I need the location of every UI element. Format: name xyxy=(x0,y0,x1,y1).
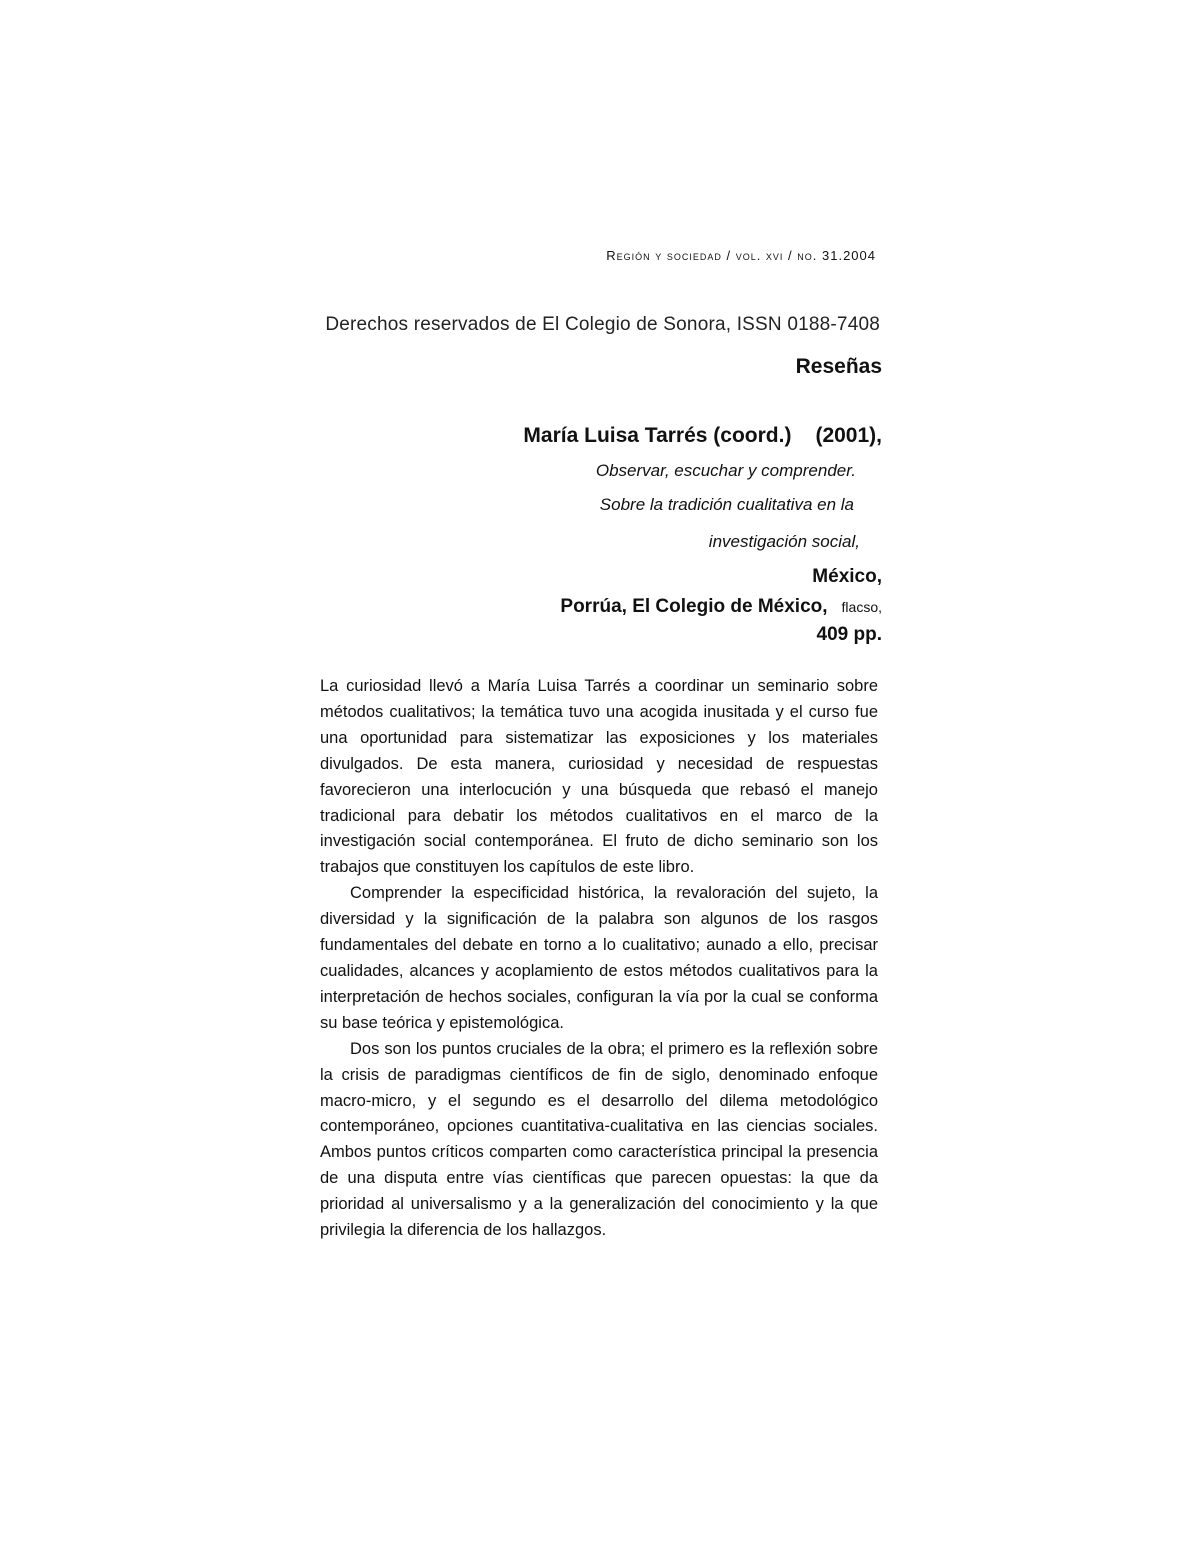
journal-volume: vol. xvi xyxy=(735,248,784,263)
review-paragraph-3: Dos son los puntos cruciales de la obra; el primero es la reflexión sobre la crisis de paradigmas científicos de fin de siglo, denominado enfoque macro-micro, y el segundo es el desarrollo del dilema metodológico contemporáneo, opciones cuantitativa-cualitativa en las ciencias sociales. Ambos puntos críticos comparten como característica principal la presencia de una disputa entre vías científicas que parecen opuestas: la que da prioridad al universalismo y a la generalización del conocimiento y la que privilegia la diferencia de los hallazgos. xyxy=(320,1039,878,1240)
book-title-line-1: Observar, escuchar y comprender. xyxy=(595,461,856,480)
review-paragraph-2: Comprender la especificidad histórica, la revaloración del sujeto, la diversidad y la significación de la palabra son algunos de los rasgos fundamentales del debate en torno a lo cualitativo; aunado a ello, precisar cualidades, alcances y acoplamiento de estos métodos cualitativos para la interpretación de hechos sociales, configuran la vía por la cual se conforma su base teórica y epistemológica. xyxy=(320,884,878,1032)
copyright-notice: Derechos reservados de El Colegio de Sonora, ISSN 0188-7408 xyxy=(325,314,880,335)
book-title-line-2: Sobre la tradición cualitativa en la xyxy=(599,495,854,514)
book-publisher-extra: flacso, xyxy=(841,599,882,615)
section-title: Reseñas xyxy=(795,355,882,378)
header-separator: / xyxy=(721,248,736,263)
header-separator: / xyxy=(783,248,798,263)
running-header xyxy=(320,248,876,263)
journal-name: Región y sociedad xyxy=(606,248,722,263)
book-author: María Luisa Tarrés (coord.) xyxy=(523,424,792,447)
book-title-line-3: investigación social, xyxy=(708,532,860,551)
book-year: (2001), xyxy=(815,424,882,447)
book-publisher-line xyxy=(400,596,882,618)
book-publisher: Porrúa, El Colegio de México, xyxy=(560,596,828,617)
book-pages: 409 pp. xyxy=(816,624,882,645)
book-place: México, xyxy=(812,566,882,587)
review-body xyxy=(320,674,878,1244)
book-author-line xyxy=(400,424,882,448)
journal-number: no. 31.2004 xyxy=(797,248,876,263)
review-paragraph-1: La curiosidad llevó a María Luisa Tarrés a coordinar un seminario sobre métodos cualitativos; la temática tuvo una acogida inusitada y el curso fue una oportunidad para sistematizar las exposiciones y los materiales divulgados. De esta manera, curiosidad y necesidad de respuestas favorecieron una interlocución y una búsqueda que rebasó el manejo tradicional para debatir los métodos cualitativos en el marco de la investigación social contemporánea. El fruto de dicho seminario son los trabajos que constituyen los capítulos de este libro. xyxy=(320,677,878,877)
